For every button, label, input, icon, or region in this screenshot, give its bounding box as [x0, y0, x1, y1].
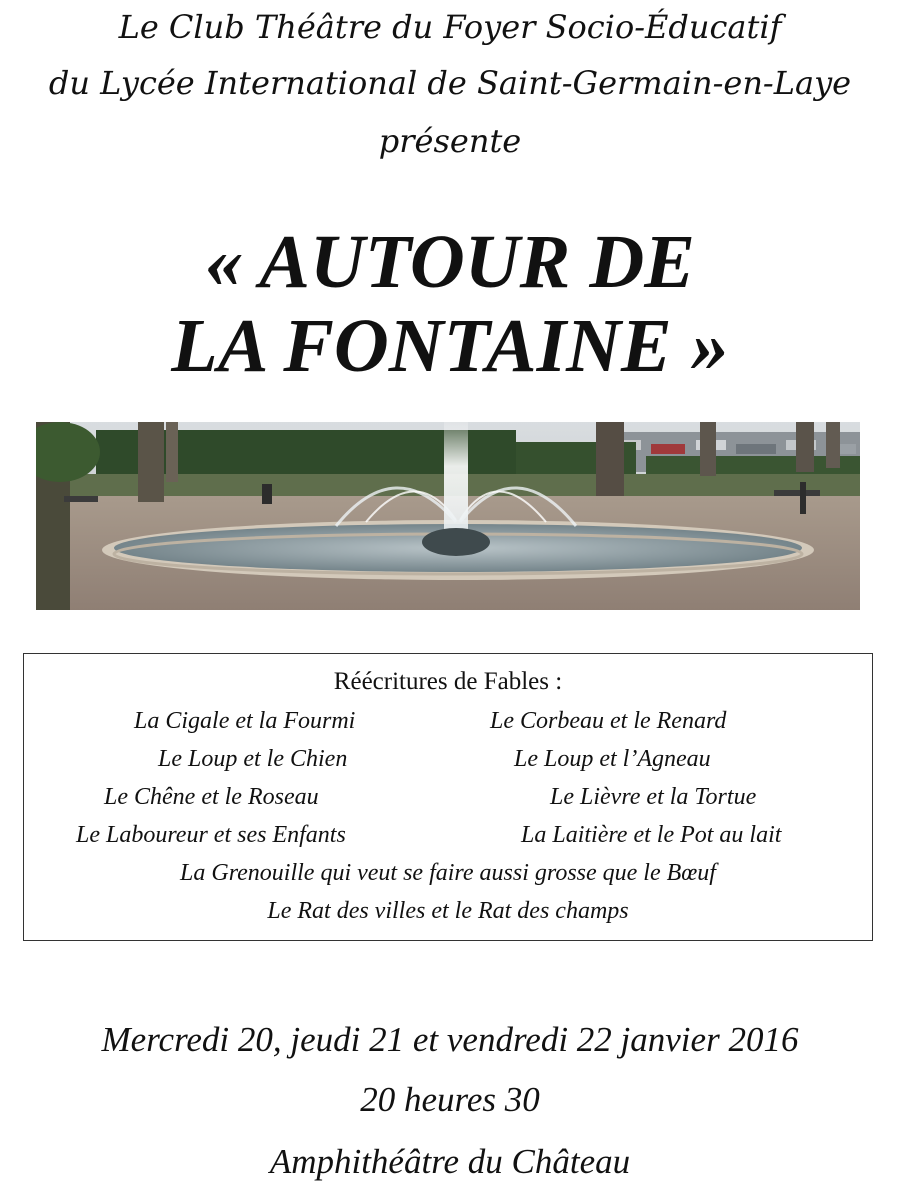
- fable-item: Le Loup et le Chien: [158, 746, 348, 772]
- fable-item: Le Loup et l’Agneau: [514, 746, 711, 772]
- fables-heading: Réécritures de Fables :: [333, 668, 563, 695]
- play-title-line-2: LA FONTAINE »: [171, 304, 729, 388]
- event-venue: Amphithéâtre du Château: [269, 1142, 631, 1181]
- organizer-line-2: du Lycée International de Saint-Germain-en-Laye: [48, 64, 852, 102]
- presents-label: présente: [378, 122, 522, 160]
- event-time: 20 heures 30: [360, 1080, 540, 1119]
- fable-item: La Grenouille qui veut se faire aussi grosse que le Bœuf: [180, 860, 716, 886]
- fable-item: Le Laboureur et ses Enfants: [76, 822, 346, 848]
- fable-item: Le Lièvre et la Tortue: [550, 784, 757, 810]
- fables-list-box: [23, 653, 873, 941]
- fable-item: La Laitière et le Pot au lait: [521, 822, 782, 848]
- event-dates: Mercredi 20, jeudi 21 et vendredi 22 janvier 2016: [101, 1020, 799, 1059]
- organizer-line-1: Le Club Théâtre du Foyer Socio-Éducatif: [118, 8, 782, 46]
- fountain-photo: [36, 422, 860, 610]
- fable-item: La Cigale et la Fourmi: [134, 708, 356, 734]
- fable-item: Le Corbeau et le Renard: [490, 708, 727, 734]
- fable-item: Le Chêne et le Roseau: [104, 784, 319, 810]
- play-title-line-1: « AUTOUR DE: [205, 220, 695, 304]
- fable-item: Le Rat des villes et le Rat des champs: [267, 898, 629, 924]
